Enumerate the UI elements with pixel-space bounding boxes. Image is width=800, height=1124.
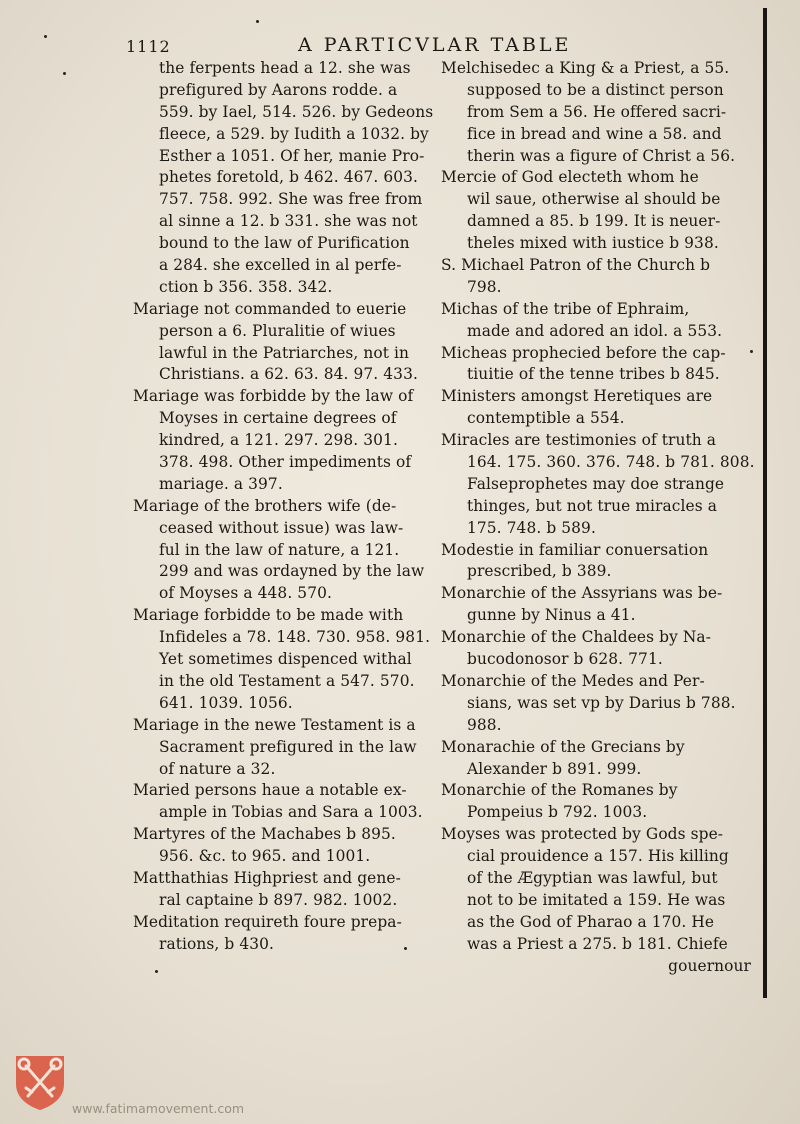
entry-line: a 284. she excelled in al perfe- xyxy=(159,256,402,275)
papal-keys-emblem-icon xyxy=(12,1052,68,1112)
entry-line: therin was a figure of Christ a 56. xyxy=(467,146,736,165)
entry-headline: Miracles are testimonies of truth a xyxy=(441,431,717,450)
entry-line: Esther a 1051. Of her, manie Pro- xyxy=(159,146,425,165)
entry-headline: Monarchie of the Chaldees by Na- xyxy=(441,628,712,647)
index-entry xyxy=(441,583,751,627)
entry-headline: Monarchie of the Romanes by xyxy=(441,781,678,800)
entry-line: ceased without issue) was law- xyxy=(159,518,404,537)
entry-line: phetes foretold, b 462. 467. 603. xyxy=(159,168,419,187)
entry-line: kindred, a 121. 297. 298. 301. xyxy=(159,431,398,450)
entry-line: 559. by Iael, 514. 526. by Gedeons xyxy=(159,102,434,121)
index-entry xyxy=(133,496,435,605)
entry-line: the ferpents head a 12. she was xyxy=(159,59,411,77)
entry-line: theles mixed with iustice b 938. xyxy=(467,234,719,253)
index-entry xyxy=(441,671,751,737)
left-column xyxy=(133,58,435,956)
entry-headline: Modestie in familiar conuersation xyxy=(441,540,709,559)
entry-line: tiuitie of the tenne tribes b 845. xyxy=(467,365,720,384)
entry-line: Falseprophetes may doe strange xyxy=(467,474,725,493)
entry-headline: Mercie of God electeth whom he xyxy=(441,168,699,187)
entry-line: Alexander b 891. 999. xyxy=(467,759,642,778)
entry-line: Christians. a 62. 63. 84. 97. 433. xyxy=(159,365,418,384)
entry-line: 299 and was ordayned by the law xyxy=(159,562,425,581)
entry-line: cial prouidence a 157. His killing xyxy=(467,847,729,866)
entry-headline: Mariage was forbidde by the law of xyxy=(133,387,414,406)
ink-speck xyxy=(155,970,158,973)
index-entry xyxy=(441,780,751,824)
entry-line: prefigured by Aarons rodde. a xyxy=(159,80,398,99)
entry-line: in the old Testament a 547. 570. xyxy=(159,671,415,690)
index-entry xyxy=(441,540,751,584)
entry-line: 956. &c. to 965. and 1001. xyxy=(159,847,371,866)
index-entry xyxy=(441,299,751,343)
index-entry xyxy=(441,386,751,430)
entry-line: damned a 85. b 199. It is neuer- xyxy=(467,212,721,231)
entry-line: of nature a 32. xyxy=(159,759,276,778)
watermark-url: www.fatimamovement.com xyxy=(72,1101,245,1116)
entry-headline: Monarchie of the Assyrians was be- xyxy=(441,584,723,603)
entry-headline: Moyses was protected by Gods spe- xyxy=(441,825,724,844)
entry-headline: Micheas prophecied before the cap- xyxy=(441,343,726,362)
ink-speck xyxy=(256,20,259,23)
entry-line: from Sem a 56. He offered sacri- xyxy=(467,102,727,121)
ink-speck xyxy=(750,350,753,353)
index-entry xyxy=(441,737,751,781)
entry-line: contemptible a 554. xyxy=(467,409,625,428)
entry-line: Yet sometimes dispenced withal xyxy=(159,650,412,669)
entry-line: ample in Tobias and Sara a 1003. xyxy=(159,803,423,822)
entry-line: 988. xyxy=(467,715,502,734)
entry-line: lawful in the Patriarches, not in xyxy=(159,343,410,362)
entry-headline: Mariage in the newe Testament is a xyxy=(133,715,416,734)
entry-headline: Mariage not commanded to euerie xyxy=(133,299,407,318)
entry-line: fleece, a 529. by Iudith a 1032. by xyxy=(159,124,429,143)
entry-line: gunne by Ninus a 41. xyxy=(467,606,636,625)
entry-line: ction b 356. 358. 342. xyxy=(159,277,333,296)
entry-headline: Ministers amongst Heretiques are xyxy=(441,387,713,406)
entry-headline: Martyres of the Machabes b 895. xyxy=(133,825,396,844)
entry-headline: Mariage of the brothers wife (de- xyxy=(133,496,397,515)
index-entry xyxy=(441,627,751,671)
entry-line: 175. 748. b 589. xyxy=(467,518,596,537)
index-entry xyxy=(133,605,435,714)
entry-line: supposed to be a distinct person xyxy=(467,80,724,99)
index-entry xyxy=(133,386,435,495)
entry-line: Moyses in certaine degrees of xyxy=(159,409,397,428)
entry-line: of the Ægyptian was lawful, but xyxy=(467,868,718,887)
entry-line: not to be imitated a 159. He was xyxy=(467,890,726,909)
index-entry xyxy=(133,824,435,868)
index-entry xyxy=(133,868,435,912)
index-entry xyxy=(133,58,435,299)
entry-line: as the God of Pharao a 170. He xyxy=(467,912,715,931)
entry-line: thinges, but not true miracles a xyxy=(467,496,717,515)
entry-line: fice in bread and wine a 58. and xyxy=(467,124,722,143)
entry-headline: Matthathias Highpriest and gene- xyxy=(133,868,401,887)
entry-headline: Meditation requireth foure prepa- xyxy=(133,912,402,931)
index-entry xyxy=(441,58,751,167)
index-entry xyxy=(441,824,751,955)
entry-headline: Mariage forbidde to be made with xyxy=(133,606,404,625)
entry-line: 378. 498. Other impediments of xyxy=(159,453,412,472)
page-number: 1112 xyxy=(126,37,171,56)
entry-line: 798. xyxy=(467,277,502,296)
page-edge-rule xyxy=(763,8,767,998)
entry-line: rations, b 430. xyxy=(159,934,275,953)
entry-headline: Michas of the tribe of Ephraim, xyxy=(441,299,690,318)
entry-line: Pompeius b 792. 1003. xyxy=(467,803,648,822)
entry-line: sians, was set vp by Darius b 788. xyxy=(467,693,736,712)
entry-line: made and adored an idol. a 553. xyxy=(467,321,723,340)
entry-headline: S. Michael Patron of the Church b xyxy=(441,256,711,275)
index-entry xyxy=(133,715,435,781)
ink-speck xyxy=(44,35,47,38)
entry-line: Sacrament prefigured in the law xyxy=(159,737,417,756)
entry-headline: Melchisedec a King & a Priest, a 55. xyxy=(441,59,730,77)
index-entry xyxy=(133,780,435,824)
entry-headline: Maried persons haue a notable ex- xyxy=(133,781,407,800)
index-entry xyxy=(441,430,755,539)
catchword: gouernour xyxy=(668,956,751,975)
entry-headline: Monarachie of the Grecians by xyxy=(441,737,685,756)
entry-line: 641. 1039. 1056. xyxy=(159,693,293,712)
index-entry xyxy=(441,255,751,299)
index-entry xyxy=(441,343,751,387)
index-entry xyxy=(441,167,751,255)
entry-line: person a 6. Pluralitie of wiues xyxy=(159,321,396,340)
entry-line: ful in the law of nature, a 121. xyxy=(159,540,400,559)
ink-speck xyxy=(63,72,66,75)
entry-line: 757. 758. 992. She was free from xyxy=(159,190,423,209)
entry-line: Infideles a 78. 148. 730. 958. 981. xyxy=(159,628,431,647)
entry-line: al sinne a 12. b 331. she was not xyxy=(159,212,418,231)
running-title: A PARTICVLAR TABLE xyxy=(298,34,572,56)
entry-line: 164. 175. 360. 376. 748. b 781. 808. xyxy=(467,453,755,472)
entry-line: of Moyses a 448. 570. xyxy=(159,584,332,603)
entry-line: bound to the law of Purification xyxy=(159,234,410,253)
entry-line: was a Priest a 275. b 181. Chiefe xyxy=(467,934,728,953)
right-column xyxy=(441,58,755,977)
entry-line: prescribed, b 389. xyxy=(467,562,612,581)
entry-line: ral captaine b 897. 982. 1002. xyxy=(159,890,398,909)
entry-line: mariage. a 397. xyxy=(159,474,283,493)
index-entry xyxy=(133,912,435,956)
ink-speck xyxy=(404,947,407,950)
entry-line: bucodonosor b 628. 771. xyxy=(467,650,663,669)
entry-line: wil saue, otherwise al should be xyxy=(467,190,721,209)
entry-headline: Monarchie of the Medes and Per- xyxy=(441,671,705,690)
index-entry xyxy=(133,299,435,387)
